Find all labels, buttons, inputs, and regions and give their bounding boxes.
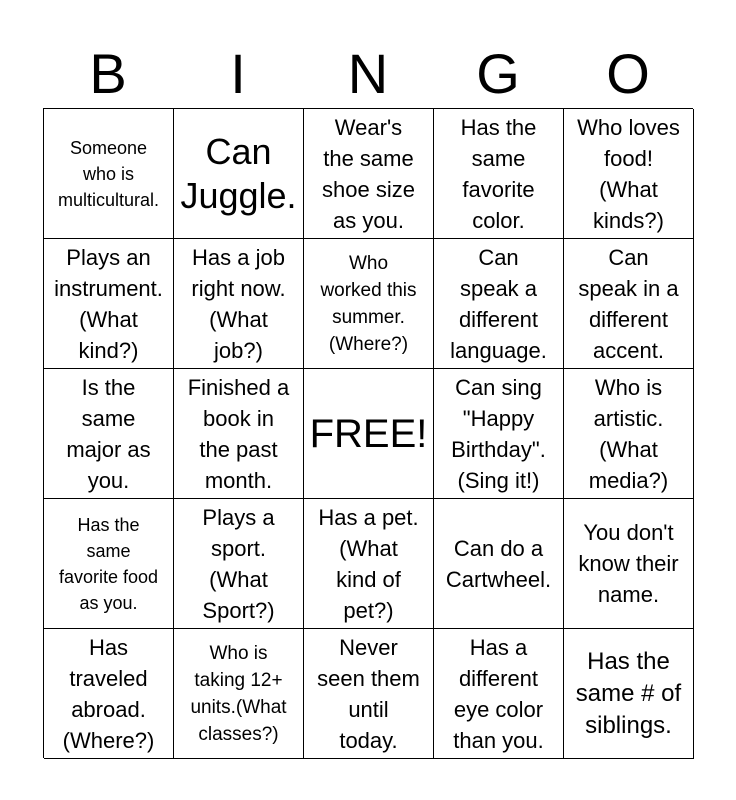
bingo-cell (174, 109, 304, 239)
bingo-cell (44, 629, 174, 759)
bingo-cell (174, 629, 304, 759)
bingo-cell (434, 499, 564, 629)
bingo-cell (434, 239, 564, 369)
cell-text: Can speak in a different accent. (578, 244, 679, 363)
bingo-cell (434, 369, 564, 499)
bingo-cell (564, 629, 694, 759)
header-letter-g: G (476, 42, 520, 105)
cell-text: Can do a Cartwheel. (445, 535, 552, 592)
cell-text: Wear's the same shoe size as you. (322, 114, 415, 233)
free-space-cell (304, 369, 434, 499)
bingo-cell (304, 239, 434, 369)
cell-text: Someone who is multicultural. (57, 137, 160, 210)
cell-text: Has a pet. (What kind of pet?) (318, 504, 419, 623)
header-letter-n: N (347, 42, 389, 105)
bingo-cell (434, 629, 564, 759)
cell-text: Can Juggle. (180, 130, 297, 216)
free-space-label: FREE! (309, 411, 428, 456)
bingo-cell (304, 629, 434, 759)
cell-text: Has traveled abroad. (Where?) (62, 634, 155, 753)
bingo-board (43, 108, 693, 758)
cell-text: Plays a sport. (What Sport?) (202, 504, 275, 623)
bingo-cell (304, 499, 434, 629)
cell-text: Has a job right now. (What job?) (191, 244, 286, 363)
cell-text: Can sing "Happy Birthday". (Sing it!) (451, 374, 546, 493)
bingo-cell (44, 369, 174, 499)
bingo-cell (44, 239, 174, 369)
cell-text: Has the same favorite food as you. (58, 514, 159, 613)
bingo-cell (304, 109, 434, 239)
bingo-cell (564, 369, 694, 499)
cell-text: Never seen them until today. (317, 634, 420, 753)
bingo-header (43, 40, 693, 108)
cell-text: Who is artistic. (What media?) (588, 374, 669, 493)
cell-text: Who loves food! (What kinds?) (577, 114, 680, 233)
cell-text: You don't know their name. (578, 520, 679, 607)
cell-text: Is the same major as you. (66, 374, 151, 493)
cell-text: Has the same # of siblings. (575, 647, 682, 739)
cell-text: Who worked this summer. (Where?) (320, 252, 417, 355)
header-letter-o: O (606, 42, 650, 105)
cell-text: Who is taking 12+ units.(What classes?) (190, 642, 287, 745)
bingo-cell (564, 239, 694, 369)
cell-text: Can speak a different language. (450, 244, 547, 363)
cell-text: Has the same favorite color. (460, 114, 537, 233)
bingo-cell (174, 239, 304, 369)
bingo-cell (44, 499, 174, 629)
cell-text: Plays an instrument. (What kind?) (54, 244, 163, 363)
bingo-cell (44, 109, 174, 239)
bingo-cell (434, 109, 564, 239)
header-letter-b: B (89, 42, 127, 105)
bingo-cell (174, 499, 304, 629)
bingo-cell (564, 499, 694, 629)
bingo-cell (564, 109, 694, 239)
cell-text: Has a different eye color than you. (453, 634, 544, 753)
bingo-cell (174, 369, 304, 499)
header-letter-i: I (230, 42, 246, 105)
cell-text: Finished a book in the past month. (187, 374, 290, 493)
